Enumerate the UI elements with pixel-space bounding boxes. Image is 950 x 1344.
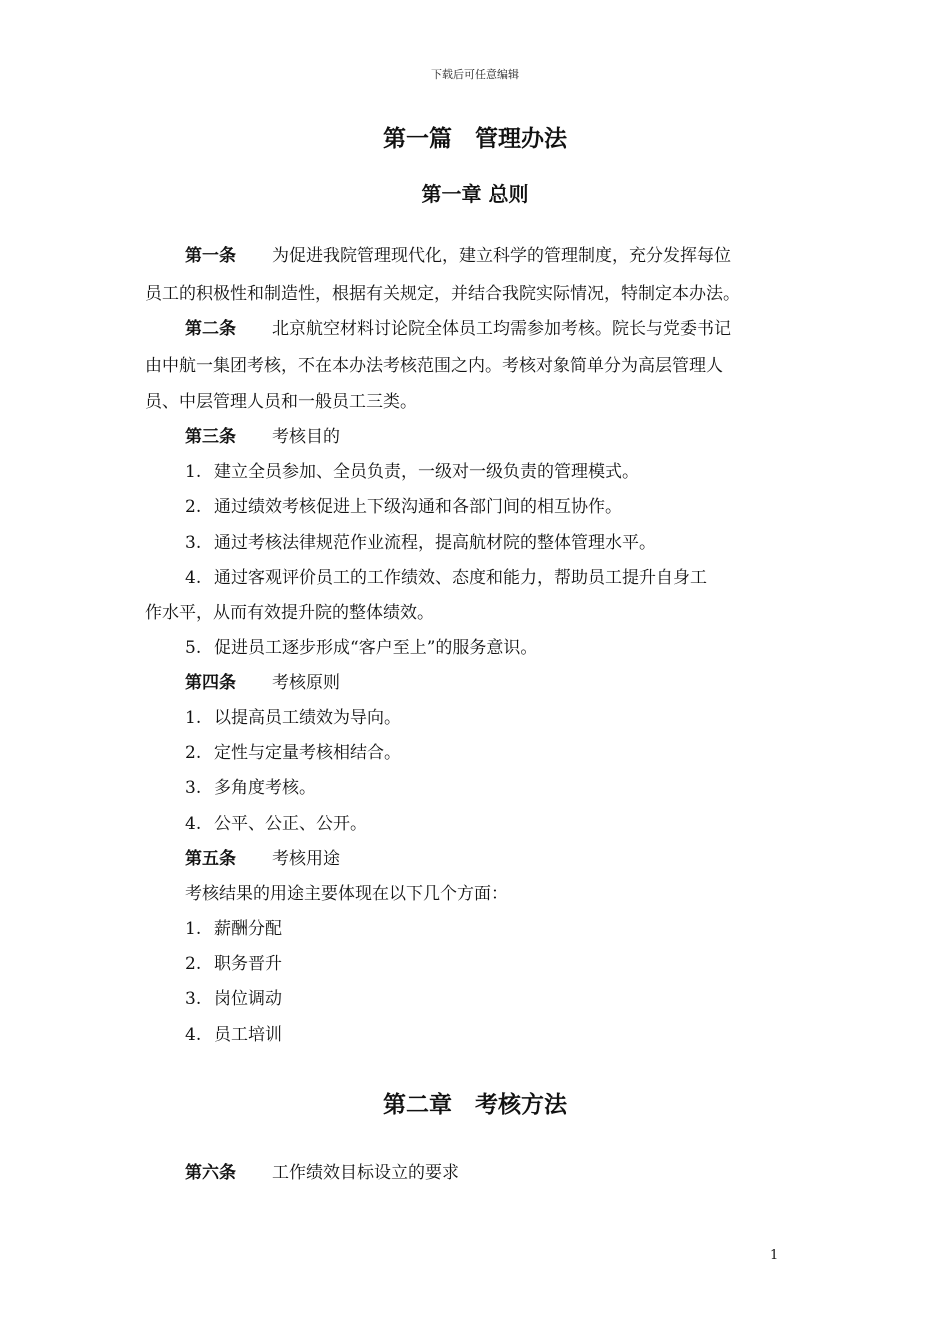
article-1-line-1 bbox=[185, 244, 731, 268]
list-item-text: 多角度考核。 bbox=[214, 778, 316, 798]
list-item-number: 4. bbox=[185, 814, 202, 834]
list-item-number: 2. bbox=[185, 954, 202, 974]
article-2-text: 北京航空材料讨论院全体员工均需参加考核。院长与党委书记 bbox=[272, 319, 731, 339]
article-5-label: 第五条 bbox=[185, 849, 236, 869]
article-4-heading bbox=[185, 671, 340, 695]
list-item-number: 1. bbox=[185, 462, 202, 482]
list-item-number: 3. bbox=[185, 778, 202, 798]
list-item-number: 5. bbox=[185, 638, 202, 658]
list-item bbox=[185, 812, 367, 836]
list-item-text: 岗位调动 bbox=[214, 989, 282, 1009]
chapter-2-title: 第二章 考核方法 bbox=[383, 1091, 567, 1118]
article-6-label: 第六条 bbox=[185, 1163, 236, 1183]
list-item-text: 定性与定量考核相结合。 bbox=[214, 743, 401, 763]
article-2-line-2: 由中航一集团考核，不在本办法考核范围之内。考核对象简单分为高层管理人 bbox=[145, 356, 723, 376]
article-1-label: 第一条 bbox=[185, 246, 236, 266]
list-item-text: 建立全员参加、全员负责，一级对一级负责的管理模式。 bbox=[214, 462, 639, 482]
list-item-number: 1. bbox=[185, 919, 202, 939]
article-3-heading bbox=[185, 425, 340, 449]
list-item-number: 4. bbox=[185, 568, 202, 588]
article-5-title: 考核用途 bbox=[272, 849, 340, 869]
list-item bbox=[185, 460, 639, 484]
list-item-number: 3. bbox=[185, 989, 202, 1009]
list-item-text: 促进员工逐步形成“客户至上”的服务意识。 bbox=[214, 638, 538, 658]
list-item-text: 通过客观评价员工的工作绩效、态度和能力，帮助员工提升自身工 bbox=[214, 568, 707, 588]
article-6-heading bbox=[185, 1161, 459, 1185]
article-5-heading bbox=[185, 847, 340, 871]
article-4-label: 第四条 bbox=[185, 673, 236, 693]
article-1-text: 为促进我院管理现代化，建立科学的管理制度，充分发挥每位 bbox=[272, 246, 731, 266]
list-item-number: 1. bbox=[185, 708, 202, 728]
list-item-number: 3. bbox=[185, 533, 202, 553]
chapter-1-title: 第一章 总则 bbox=[421, 182, 529, 206]
list-item-text: 员工培训 bbox=[214, 1025, 282, 1045]
article-1-line-2: 员工的积极性和制造性，根据有关规定，并结合我院实际情况，特制定本办法。 bbox=[145, 284, 740, 304]
article-2-label: 第二条 bbox=[185, 319, 236, 339]
article-6-title: 工作绩效目标设立的要求 bbox=[272, 1163, 459, 1183]
list-item bbox=[185, 1023, 282, 1047]
list-item bbox=[185, 741, 401, 765]
list-item-number: 2. bbox=[185, 743, 202, 763]
list-item-text: 公平、公正、公开。 bbox=[214, 814, 367, 834]
list-item-text: 薪酬分配 bbox=[214, 919, 282, 939]
list-item bbox=[185, 566, 707, 590]
list-item bbox=[185, 987, 282, 1011]
list-item bbox=[185, 636, 537, 660]
list-item-number: 2. bbox=[185, 497, 202, 517]
list-item bbox=[185, 531, 656, 555]
article-3-title: 考核目的 bbox=[272, 427, 340, 447]
article-4-title: 考核原则 bbox=[272, 673, 340, 693]
list-item-text: 通过考核法律规范作业流程，提高航材院的整体管理水平。 bbox=[214, 533, 656, 553]
article-3-label: 第三条 bbox=[185, 427, 236, 447]
page-number: 1 bbox=[770, 1248, 779, 1263]
list-item-text: 职务晋升 bbox=[214, 954, 282, 974]
article-5-intro: 考核结果的用途主要体现在以下几个方面： bbox=[185, 884, 508, 904]
part-title: 第一篇 管理办法 bbox=[383, 125, 567, 152]
list-item bbox=[185, 952, 282, 976]
list-item-text: 以提高员工绩效为导向。 bbox=[214, 708, 401, 728]
list-item bbox=[185, 776, 316, 800]
list-item-continuation: 作水平，从而有效提升院的整体绩效。 bbox=[145, 603, 434, 623]
list-item-text: 通过绩效考核促进上下级沟通和各部门间的相互协作。 bbox=[214, 497, 622, 517]
list-item bbox=[185, 706, 401, 730]
article-2-line-3: 员、中层管理人员和一般员工三类。 bbox=[145, 392, 417, 412]
list-item bbox=[185, 917, 282, 941]
header-note: 下载后可任意编辑 bbox=[431, 68, 519, 81]
list-item-number: 4. bbox=[185, 1025, 202, 1045]
list-item bbox=[185, 495, 622, 519]
article-2-line-1 bbox=[185, 317, 731, 341]
